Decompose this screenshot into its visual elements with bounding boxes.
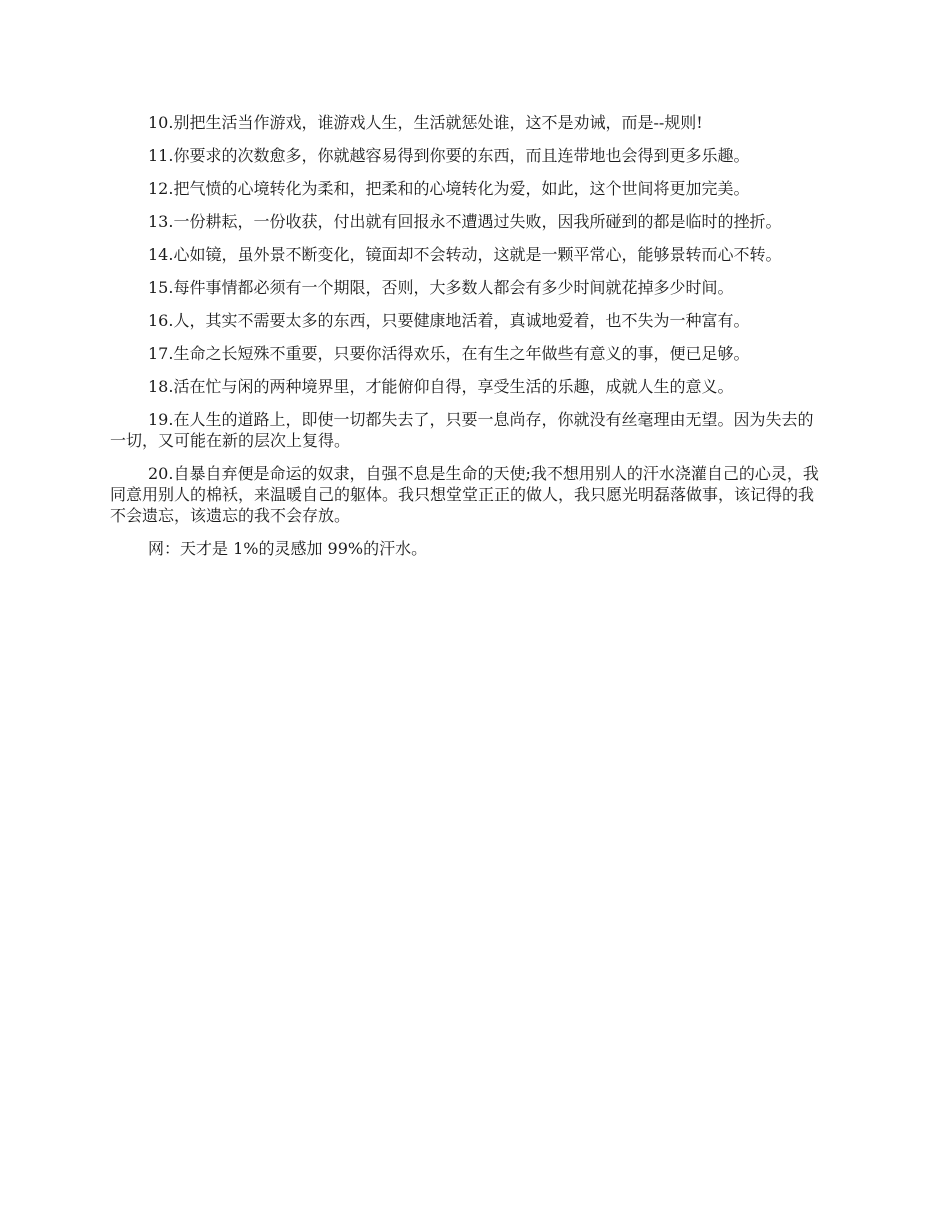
paragraph-16: 16.人，其实不需要太多的东西，只要健康地活着，真诚地爱着，也不失为一种富有。 bbox=[148, 311, 750, 330]
paragraph-13: 13.一份耕耘，一份收获，付出就有回报永不遭遇过失败，因我所碰到的都是临时的挫折。 bbox=[148, 212, 782, 231]
document-body bbox=[110, 112, 828, 571]
paragraph-17: 17.生命之长短殊不重要，只要你活得欢乐，在有生之年做些有意义的事，便已足够。 bbox=[148, 344, 750, 363]
paragraph-11: 11.你要求的次数愈多，你就越容易得到你要的东西，而且连带地也会得到更多乐趣。 bbox=[148, 146, 750, 165]
closing-quote: 网：天才是 1%的灵感加 99%的汗水。 bbox=[148, 539, 428, 558]
paragraph-19: 19.在人生的道路上，即使一切都失去了，只要一息尚存，你就没有丝毫理由无望。因为失去的一切，又可能在新的层次上复得。 bbox=[110, 410, 814, 450]
paragraph-18: 18.活在忙与闲的两种境界里，才能俯仰自得，享受生活的乐趣，成就人生的意义。 bbox=[148, 377, 734, 396]
paragraph-20: 20.自暴自弃便是命运的奴隶，自强不息是生命的天使;我不想用别人的汗水浇灌自己的心灵，我同意用别人的棉袄，来温暖自己的躯体。我只想堂堂正正的做人，我只愿光明磊落做事，该记得的我不会遗忘，该遗忘的我不会存放。 bbox=[110, 464, 819, 525]
paragraph-10: 10.别把生活当作游戏，谁游戏人生，生活就惩处谁，这不是劝诫，而是--规则! bbox=[148, 113, 703, 132]
paragraph-14: 14.心如镜，虽外景不断变化，镜面却不会转动，这就是一颗平常心，能够景转而心不转。 bbox=[148, 245, 782, 264]
paragraph-15: 15.每件事情都必须有一个期限，否则，大多数人都会有多少时间就花掉多少时间。 bbox=[148, 278, 734, 297]
paragraph-12: 12.把气愤的心境转化为柔和，把柔和的心境转化为爱，如此，这个世间将更加完美。 bbox=[148, 179, 750, 198]
